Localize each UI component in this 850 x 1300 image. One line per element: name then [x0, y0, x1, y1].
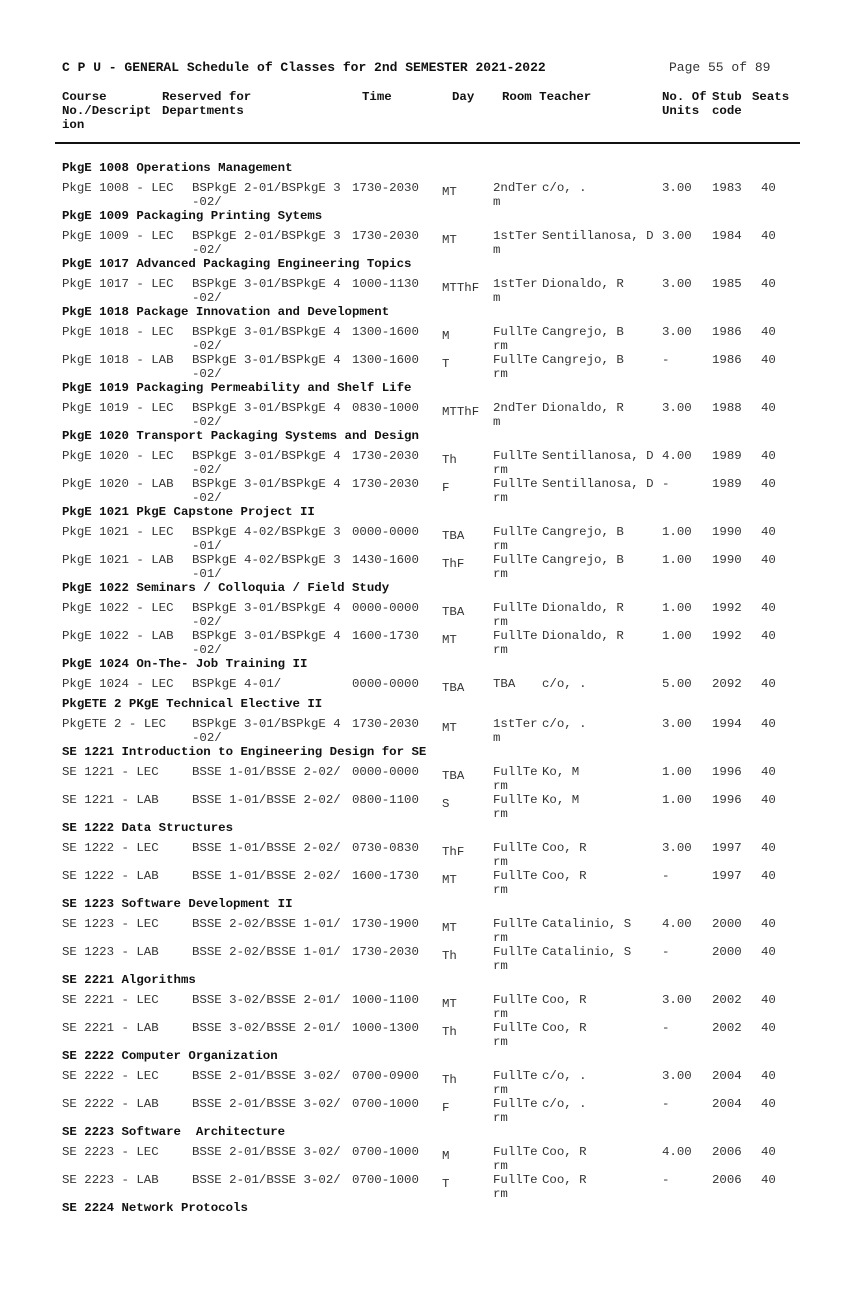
units: 3.00 [662, 277, 692, 291]
class-time: 1000-1300 [352, 1021, 419, 1035]
stub-code: 2002 [712, 1021, 742, 1035]
reserved-departments: BSPkgE 3-01/BSPkgE 4 -02/ [192, 717, 341, 745]
room: FullTe rm [493, 325, 538, 353]
teacher: Dionaldo, R [542, 401, 624, 415]
teacher: Cangrejo, B [542, 325, 624, 339]
course-code: PkgE 1019 - LEC [62, 401, 174, 415]
stub-code: 1984 [712, 229, 742, 243]
class-day: MT [442, 185, 457, 199]
course-title: PkgE 1017 Advanced Packaging Engineering Topics [62, 257, 412, 271]
course-code: SE 2221 - LAB [62, 1021, 159, 1035]
course-code: SE 1221 - LEC [62, 765, 159, 779]
course-code: SE 2222 - LAB [62, 1097, 159, 1111]
stub-code: 1988 [712, 401, 742, 415]
class-day: ThF [442, 845, 465, 859]
units: - [662, 353, 670, 367]
units: 1.00 [662, 525, 692, 539]
class-time: 1000-1130 [352, 277, 419, 291]
stub-code: 2002 [712, 993, 742, 1007]
units: 3.00 [662, 717, 692, 731]
reserved-departments: BSPkgE 3-01/BSPkgE 4 -02/ [192, 401, 341, 429]
reserved-departments: BSPkgE 3-01/BSPkgE 4 -02/ [192, 277, 341, 305]
teacher: Cangrejo, B [542, 353, 624, 367]
reserved-departments: BSPkgE 3-01/BSPkgE 4 -02/ [192, 353, 341, 381]
room: 1stTer m [493, 717, 538, 745]
room: FullTe rm [493, 553, 538, 581]
class-time: 0730-0830 [352, 841, 419, 855]
units: 4.00 [662, 917, 692, 931]
reserved-departments: BSSE 2-02/BSSE 1-01/ [192, 917, 341, 931]
reserved-departments: BSPkgE 3-01/BSPkgE 4 -02/ [192, 325, 341, 353]
class-day: T [442, 1177, 450, 1191]
units: 4.00 [662, 449, 692, 463]
reserved-departments: BSPkgE 3-01/BSPkgE 4 -02/ [192, 477, 341, 505]
class-time: 1430-1600 [352, 553, 419, 567]
class-time: 0700-0900 [352, 1069, 419, 1083]
course-code: SE 1223 - LAB [62, 945, 159, 959]
units: 3.00 [662, 181, 692, 195]
course-code: SE 2222 - LEC [62, 1069, 159, 1083]
room: FullTe rm [493, 525, 538, 553]
seats: 40 [761, 717, 776, 731]
seats: 40 [761, 993, 776, 1007]
class-time: 0000-0000 [352, 765, 419, 779]
class-day: ThF [442, 557, 465, 571]
class-day: Th [442, 1073, 457, 1087]
teacher: Dionaldo, R [542, 601, 624, 615]
room: 1stTer m [493, 229, 538, 257]
teacher: Cangrejo, B [542, 553, 624, 567]
seats: 40 [761, 1069, 776, 1083]
page-title: C P U - GENERAL Schedule of Classes for 2nd SEMESTER 2021-2022 [62, 60, 546, 75]
class-time: 1730-2030 [352, 945, 419, 959]
course-code: PkgE 1018 - LEC [62, 325, 174, 339]
course-title: PkgE 1008 Operations Management [62, 161, 293, 175]
class-day: MT [442, 921, 457, 935]
teacher: c/o, . [542, 677, 587, 691]
seats: 40 [761, 869, 776, 883]
course-code: PkgETE 2 - LEC [62, 717, 167, 731]
class-time: 1730-2030 [352, 717, 419, 731]
units: - [662, 1173, 670, 1187]
stub-code: 2000 [712, 945, 742, 959]
reserved-departments: BSSE 1-01/BSSE 2-02/ [192, 869, 341, 883]
teacher: Dionaldo, R [542, 629, 624, 643]
seats: 40 [761, 181, 776, 195]
teacher: c/o, . [542, 1069, 587, 1083]
seats: 40 [761, 525, 776, 539]
stub-code: 2000 [712, 917, 742, 931]
course-title: PkgE 1018 Package Innovation and Development [62, 305, 390, 319]
course-title: SE 2223 Software Architecture [62, 1125, 286, 1139]
stub-code: 1997 [712, 841, 742, 855]
teacher: Sentillanosa, D [542, 449, 654, 463]
course-title: SE 1221 Introduction to Engineering Design for SE [62, 745, 427, 759]
class-time: 1600-1730 [352, 629, 419, 643]
units: - [662, 945, 670, 959]
class-day: M [442, 1149, 450, 1163]
stub-code: 1997 [712, 869, 742, 883]
class-time: 1730-2030 [352, 449, 419, 463]
class-time: 0000-0000 [352, 525, 419, 539]
stub-code: 1992 [712, 629, 742, 643]
class-time: 0830-1000 [352, 401, 419, 415]
course-title: PkgE 1024 On-The- Job Training II [62, 657, 308, 671]
reserved-departments: BSSE 2-01/BSSE 3-02/ [192, 1173, 341, 1187]
class-time: 1000-1100 [352, 993, 419, 1007]
teacher: c/o, . [542, 181, 587, 195]
class-day: F [442, 1101, 450, 1115]
room: FullTe rm [493, 601, 538, 629]
class-day: TBA [442, 681, 465, 695]
class-day: MT [442, 633, 457, 647]
header-rule [55, 142, 800, 144]
units: 3.00 [662, 325, 692, 339]
teacher: Coo, R [542, 1021, 587, 1035]
class-time: 1300-1600 [352, 325, 419, 339]
units: 3.00 [662, 229, 692, 243]
class-day: Th [442, 1025, 457, 1039]
units: 3.00 [662, 993, 692, 1007]
class-time: 0800-1100 [352, 793, 419, 807]
room: 1stTer m [493, 277, 538, 305]
reserved-departments: BSSE 2-01/BSSE 3-02/ [192, 1069, 341, 1083]
reserved-departments: BSSE 1-01/BSSE 2-02/ [192, 765, 341, 779]
reserved-departments: BSPkgE 3-01/BSPkgE 4 -02/ [192, 449, 341, 477]
room: 2ndTer m [493, 401, 538, 429]
course-code: PkgE 1017 - LEC [62, 277, 174, 291]
units: - [662, 1021, 670, 1035]
column-header-room-teacher: Room Teacher [502, 90, 592, 104]
stub-code: 1989 [712, 477, 742, 491]
stub-code: 1986 [712, 353, 742, 367]
reserved-departments: BSPkgE 3-01/BSPkgE 4 -02/ [192, 601, 341, 629]
seats: 40 [761, 1021, 776, 1035]
course-code: PkgE 1008 - LEC [62, 181, 174, 195]
units: 3.00 [662, 401, 692, 415]
course-code: PkgE 1020 - LEC [62, 449, 174, 463]
teacher: Cangrejo, B [542, 525, 624, 539]
stub-code: 1983 [712, 181, 742, 195]
reserved-departments: BSSE 1-01/BSSE 2-02/ [192, 841, 341, 855]
course-code: PkgE 1009 - LEC [62, 229, 174, 243]
room: FullTe rm [493, 1173, 538, 1201]
units: - [662, 477, 670, 491]
course-code: PkgE 1020 - LAB [62, 477, 174, 491]
class-day: MT [442, 997, 457, 1011]
stub-code: 2006 [712, 1173, 742, 1187]
stub-code: 1989 [712, 449, 742, 463]
class-day: F [442, 481, 450, 495]
seats: 40 [761, 841, 776, 855]
seats: 40 [761, 229, 776, 243]
room: FullTe rm [493, 449, 538, 477]
stub-code: 1994 [712, 717, 742, 731]
teacher: Ko, M [542, 765, 580, 779]
page-number: Page 55 of 89 [669, 60, 771, 75]
reserved-departments: BSPkgE 2-01/BSPkgE 3 -02/ [192, 229, 341, 257]
class-day: MT [442, 233, 457, 247]
course-title: SE 2221 Algorithms [62, 973, 196, 987]
units: 1.00 [662, 553, 692, 567]
units: 1.00 [662, 601, 692, 615]
units: 3.00 [662, 841, 692, 855]
course-code: PkgE 1024 - LEC [62, 677, 174, 691]
reserved-departments: BSSE 3-02/BSSE 2-01/ [192, 1021, 341, 1035]
course-code: PkgE 1021 - LEC [62, 525, 174, 539]
reserved-departments: BSPkgE 4-02/BSPkgE 3 -01/ [192, 525, 341, 553]
course-code: PkgE 1022 - LAB [62, 629, 174, 643]
room: FullTe rm [493, 917, 538, 945]
seats: 40 [761, 353, 776, 367]
course-title: PkgE 1022 Seminars / Colloquia / Field Study [62, 581, 390, 595]
class-day: MT [442, 721, 457, 735]
class-time: 1300-1600 [352, 353, 419, 367]
seats: 40 [761, 765, 776, 779]
class-day: TBA [442, 529, 465, 543]
units: 3.00 [662, 1069, 692, 1083]
course-code: PkgE 1021 - LAB [62, 553, 174, 567]
seats: 40 [761, 325, 776, 339]
stub-code: 1992 [712, 601, 742, 615]
seats: 40 [761, 1145, 776, 1159]
room: 2ndTer m [493, 181, 538, 209]
reserved-departments: BSSE 3-02/BSSE 2-01/ [192, 993, 341, 1007]
units: - [662, 869, 670, 883]
teacher: Sentillanosa, D [542, 477, 654, 491]
stub-code: 2004 [712, 1097, 742, 1111]
seats: 40 [761, 277, 776, 291]
teacher: Ko, M [542, 793, 580, 807]
seats: 40 [761, 1097, 776, 1111]
seats: 40 [761, 601, 776, 615]
seats: 40 [761, 793, 776, 807]
units: - [662, 1097, 670, 1111]
stub-code: 1990 [712, 525, 742, 539]
class-day: MTThF [442, 281, 480, 295]
class-time: 1600-1730 [352, 869, 419, 883]
teacher: Coo, R [542, 1145, 587, 1159]
course-title: PkgETE 2 PKgE Technical Elective II [62, 697, 323, 711]
reserved-departments: BSSE 2-01/BSSE 3-02/ [192, 1097, 341, 1111]
class-time: 0700-1000 [352, 1145, 419, 1159]
seats: 40 [761, 449, 776, 463]
teacher: Coo, R [542, 1173, 587, 1187]
room: FullTe rm [493, 1069, 538, 1097]
room: FullTe rm [493, 629, 538, 657]
column-header-reserved: Reserved for Departments [162, 90, 252, 118]
course-title: SE 2222 Computer Organization [62, 1049, 278, 1063]
units: 1.00 [662, 793, 692, 807]
seats: 40 [761, 477, 776, 491]
course-title: PkgE 1019 Packaging Permeability and Shelf Life [62, 381, 412, 395]
seats: 40 [761, 629, 776, 643]
class-day: Th [442, 949, 457, 963]
course-title: SE 2224 Network Protocols [62, 1201, 248, 1215]
class-time: 0700-1000 [352, 1097, 419, 1111]
course-code: SE 1223 - LEC [62, 917, 159, 931]
course-title: PkgE 1021 PkgE Capstone Project II [62, 505, 315, 519]
course-title: SE 1223 Software Development II [62, 897, 293, 911]
class-day: TBA [442, 769, 465, 783]
class-time: 0700-1000 [352, 1173, 419, 1187]
room: FullTe rm [493, 765, 538, 793]
units: 1.00 [662, 629, 692, 643]
class-time: 0000-0000 [352, 677, 419, 691]
room: FullTe rm [493, 869, 538, 897]
seats: 40 [761, 945, 776, 959]
reserved-departments: BSPkgE 4-02/BSPkgE 3 -01/ [192, 553, 341, 581]
reserved-departments: BSPkgE 3-01/BSPkgE 4 -02/ [192, 629, 341, 657]
class-day: TBA [442, 605, 465, 619]
teacher: Coo, R [542, 841, 587, 855]
teacher: Coo, R [542, 993, 587, 1007]
teacher: Sentillanosa, D [542, 229, 654, 243]
reserved-departments: BSSE 1-01/BSSE 2-02/ [192, 793, 341, 807]
column-header-day: Day [452, 90, 475, 104]
course-code: PkgE 1018 - LAB [62, 353, 174, 367]
course-code: SE 2221 - LEC [62, 993, 159, 1007]
stub-code: 1985 [712, 277, 742, 291]
room: FullTe rm [493, 945, 538, 973]
class-day: Th [442, 453, 457, 467]
class-day: S [442, 797, 450, 811]
course-title: SE 1222 Data Structures [62, 821, 234, 835]
class-time: 1730-2030 [352, 181, 419, 195]
course-code: SE 1222 - LAB [62, 869, 159, 883]
seats: 40 [761, 677, 776, 691]
stub-code: 1996 [712, 765, 742, 779]
course-code: SE 2223 - LEC [62, 1145, 159, 1159]
room: FullTe rm [493, 1145, 538, 1173]
class-time: 1730-2030 [352, 229, 419, 243]
teacher: Catalinio, S [542, 917, 632, 931]
stub-code: 2004 [712, 1069, 742, 1083]
units: 1.00 [662, 765, 692, 779]
seats: 40 [761, 1173, 776, 1187]
room: FullTe rm [493, 1021, 538, 1049]
stub-code: 1990 [712, 553, 742, 567]
teacher: c/o, . [542, 1097, 587, 1111]
room: TBA [493, 677, 516, 691]
room: FullTe rm [493, 793, 538, 821]
class-time: 1730-1900 [352, 917, 419, 931]
class-day: MTThF [442, 405, 480, 419]
teacher: c/o, . [542, 717, 587, 731]
column-header-units: No. Of Units [662, 90, 707, 118]
room: FullTe rm [493, 993, 538, 1021]
column-header-time: Time [362, 90, 392, 104]
stub-code: 1986 [712, 325, 742, 339]
course-code: PkgE 1022 - LEC [62, 601, 174, 615]
course-title: PkgE 1020 Transport Packaging Systems and Design [62, 429, 419, 443]
course-code: SE 1222 - LEC [62, 841, 159, 855]
teacher: Catalinio, S [542, 945, 632, 959]
column-header-stub: Stub code [712, 90, 742, 118]
room: FullTe rm [493, 1097, 538, 1125]
class-time: 1730-2030 [352, 477, 419, 491]
room: FullTe rm [493, 841, 538, 869]
seats: 40 [761, 401, 776, 415]
class-day: T [442, 357, 450, 371]
reserved-departments: BSPkgE 4-01/ [192, 677, 282, 691]
reserved-departments: BSPkgE 2-01/BSPkgE 3 -02/ [192, 181, 341, 209]
units: 4.00 [662, 1145, 692, 1159]
column-header-seats: Seats [752, 90, 790, 104]
seats: 40 [761, 553, 776, 567]
reserved-departments: BSSE 2-02/BSSE 1-01/ [192, 945, 341, 959]
class-day: M [442, 329, 450, 343]
seats: 40 [761, 917, 776, 931]
room: FullTe rm [493, 477, 538, 505]
stub-code: 2092 [712, 677, 742, 691]
class-day: MT [442, 873, 457, 887]
class-time: 0000-0000 [352, 601, 419, 615]
units: 5.00 [662, 677, 692, 691]
course-title: PkgE 1009 Packaging Printing Sytems [62, 209, 323, 223]
reserved-departments: BSSE 2-01/BSSE 3-02/ [192, 1145, 341, 1159]
teacher: Dionaldo, R [542, 277, 624, 291]
room: FullTe rm [493, 353, 538, 381]
course-code: SE 2223 - LAB [62, 1173, 159, 1187]
column-header-course: Course No./Descript ion [62, 90, 152, 132]
course-code: SE 1221 - LAB [62, 793, 159, 807]
stub-code: 1996 [712, 793, 742, 807]
teacher: Coo, R [542, 869, 587, 883]
stub-code: 2006 [712, 1145, 742, 1159]
